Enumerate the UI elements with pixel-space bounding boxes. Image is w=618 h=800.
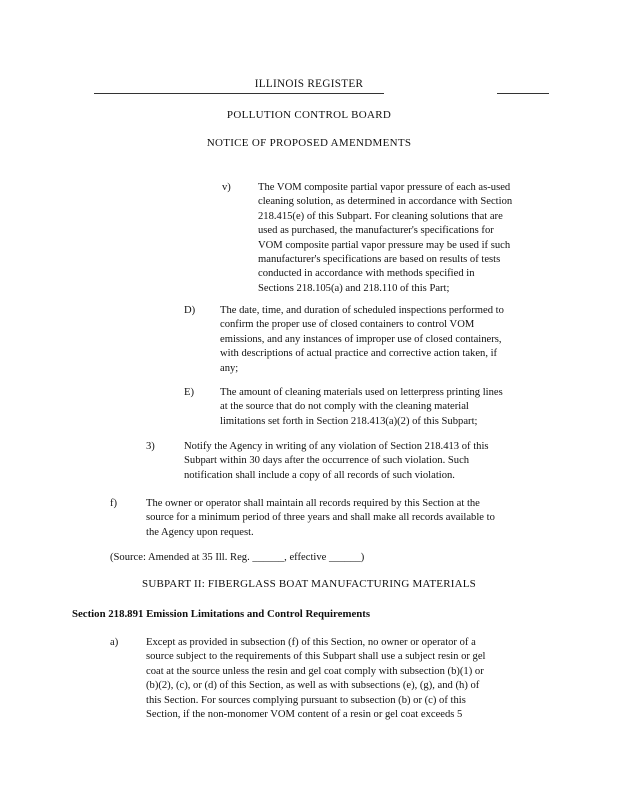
section-item-text: Except as provided in subsection (f) of this Section, no owner or operator of a source subject to the requirements of this Subpart shall use a subject resin or gel coat at the source unless the resin and gel coat comply with subsection (b)(1) or (b)(2), (c), or (d) of this Section, as well as with subsections (e), (g), and (h) of this Section. For sources complying pursuant to subsection (b) or (c) of this Section, if the non-monomer VOM content of a resin or gel coat exceeds 5 (146, 637, 486, 721)
section-heading: Section 218.891 Emission Limitations and Control Requirements (72, 608, 371, 620)
item-text: The VOM composite partial vapor pressure of each as-used cleaning solution, as determined in accordance with Section 218.415(e) of this Subpart. For cleaning solutions that are used as purchased, the manufacturer's specifications for VOM composite partial vapor pressure may be used if such manufacturer's specifications are based on results of tests conducted in accordance with methods specified in Sections 218.105(a) and 218.110 of this Part; (258, 182, 513, 294)
item-label: E) (184, 387, 194, 398)
header-rule-left (94, 93, 384, 94)
item-text: The date, time, and duration of scheduled inspections performed to confirm the proper use of closed containers to control VOM emissions, and any instances of improper use of closed containers, with descriptions of actual practice and corrective action taken, if any; (220, 305, 504, 374)
item-label: 3) (146, 441, 155, 452)
item-text: The owner or operator shall maintain all records required by this Section at the source for a minimum period of three years and shall make all records available to the Agency upon request. (146, 498, 495, 538)
item-text: The amount of cleaning materials used on letterpress printing lines at the source that do not comply with the cleaning material limitations set forth in Section 218.413(a)(2) of this Subpart; (220, 387, 503, 427)
item-label: f) (110, 498, 118, 509)
source-note: (Source: Amended at 35 Ill. Reg. ______, effective ______) (110, 552, 365, 563)
header-rule-right (497, 93, 549, 94)
item-label: v) (222, 182, 231, 193)
section-item-label: a) (110, 637, 119, 648)
board-name: POLLUTION CONTROL BOARD (226, 109, 392, 121)
item-text: Notify the Agency in writing of any violation of Section 218.413 of this Subpart within 30 days after the occurrence of such violation. Such notification shall include a copy of all records of such violation. (184, 441, 489, 481)
notice-title: NOTICE OF PROPOSED AMENDMENTS (206, 137, 412, 149)
item-label: D) (184, 305, 196, 316)
register-title: ILLINOIS REGISTER (254, 78, 364, 90)
subpart-heading: SUBPART II: FIBERGLASS BOAT MANUFACTURING MATERIALS (142, 578, 476, 590)
